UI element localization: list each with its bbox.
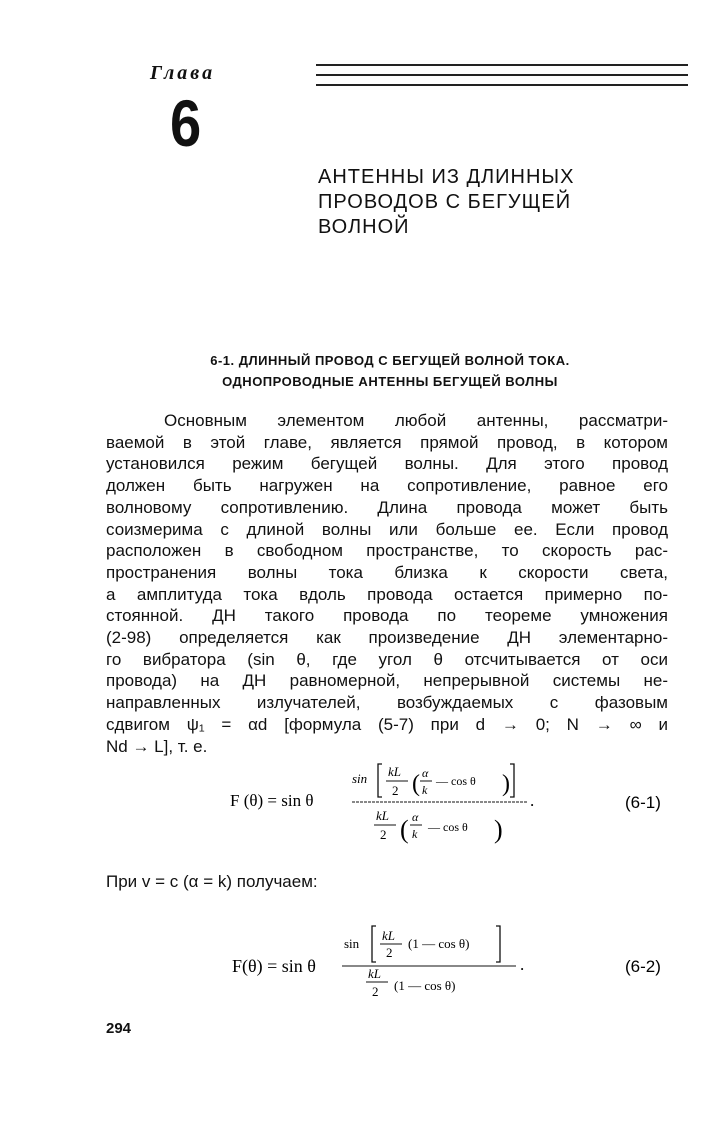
eq2-lhs: F(θ) = sin θ [232,956,316,976]
chapter-title-line: ВОЛНОЙ [318,216,410,238]
eq1-num-alpha: α [422,766,429,780]
eq1-den-2: 2 [380,827,387,842]
paragraph-line: Nd → L], т. е. [106,736,208,756]
eq1-lhs: F (θ) = sin θ [230,791,314,810]
eq2-num-sin: sin [344,936,360,951]
chapter-title-line: ПРОВОДОВ С БЕГУЩЕЙ [318,191,572,213]
paragraph-line: установился режим бегущей волны. Для этого провод [106,454,668,474]
eq1-number: (6-1) [625,793,661,812]
eq2-num-paren: (1 — cos θ) [408,936,470,951]
eq2-den-2: 2 [372,984,379,999]
eq2-num-kL: kL [382,928,395,943]
section-title-line: ОДНОПРОВОДНЫЕ АНТЕННЫ БЕГУЩЕЙ ВОЛНЫ [222,374,558,389]
eq1-num-kL: kL [388,764,401,779]
eq1-den-kL: kL [376,808,389,823]
eq1-num-sin: sin [352,771,368,786]
paragraph-line: соизмерима с длиной волны или больше ее. Если провод [106,519,668,539]
paragraph-line: ваемой в этой главе, является прямой провод, в котором [106,432,668,452]
paragraph-line: (2-98) определяется как произведение ДН элементарно- [106,628,668,648]
chapter-title-line: АНТЕННЫ ИЗ ДЛИННЫХ [318,166,575,188]
eq1-num-k: k [422,783,428,797]
eq1-den-k: k [412,827,418,841]
paragraph-line: провода) на ДН равномерной, непрерывной системы не- [106,671,668,691]
paragraph-line: стоянной. ДН такого провода по теореме умножения [106,606,668,626]
chapter-label: Глава [150,62,216,84]
paragraph-line: а амплитуда тока вдоль провода остается примерно по- [106,584,668,604]
paragraph-line: расположен в свободном пространстве, то скорость рас- [106,541,668,561]
eq1-tail: . [530,791,535,810]
eq2-den-paren: (1 — cos θ) [394,978,456,993]
paragraph-line: сдвигом ψ₁ = αd [формула (5-7) при d → 0; N → ∞ и [106,714,668,734]
paragraph-line: направленных излучателей, возбуждаемых с фазовым [106,693,668,713]
eq2-num-lbracket [372,926,376,962]
paragraph-line: пространения волны тока близка к скорости света, [106,562,668,582]
equation2-intro: При v = c (α = k) получаем: [106,872,318,891]
chapter-number: 6 [170,86,202,160]
eq1-num-cos: — cos θ [436,774,476,788]
eq2-tail: . [520,955,525,974]
paragraph-line: волновому сопротивлению. Длина провода может быть [106,497,668,517]
eq1-den-rparen: ) [494,815,503,844]
eq1-den-cos: — cos θ [428,820,468,834]
eq2-num-2: 2 [386,945,393,960]
eq2-num-rbracket [496,926,500,962]
eq1-num-lparen: ( [412,771,420,797]
eq1-num-lbracket [378,764,382,797]
paragraph-line: Основным элементом любой антенны, рассматри- [164,411,668,430]
eq2-den-kL: kL [368,966,381,981]
eq1-num-rbracket [510,764,514,797]
eq2-number: (6-2) [625,957,661,976]
eq1-den-lparen: ( [400,815,409,844]
paragraph-line: го вибратора (sin θ, где угол θ отсчитывается от оси [106,649,668,669]
eq1-num-rparen: ) [502,771,510,797]
eq1-num-2: 2 [392,783,399,798]
section-title-line: 6-1. ДЛИННЫЙ ПРОВОД С БЕГУЩЕЙ ВОЛНОЙ ТОКА. [210,353,570,368]
paragraph-line: должен быть нагружен на сопротивление, равное его [106,476,668,496]
eq1-den-alpha: α [412,810,419,824]
page-number: 294 [106,1020,132,1037]
